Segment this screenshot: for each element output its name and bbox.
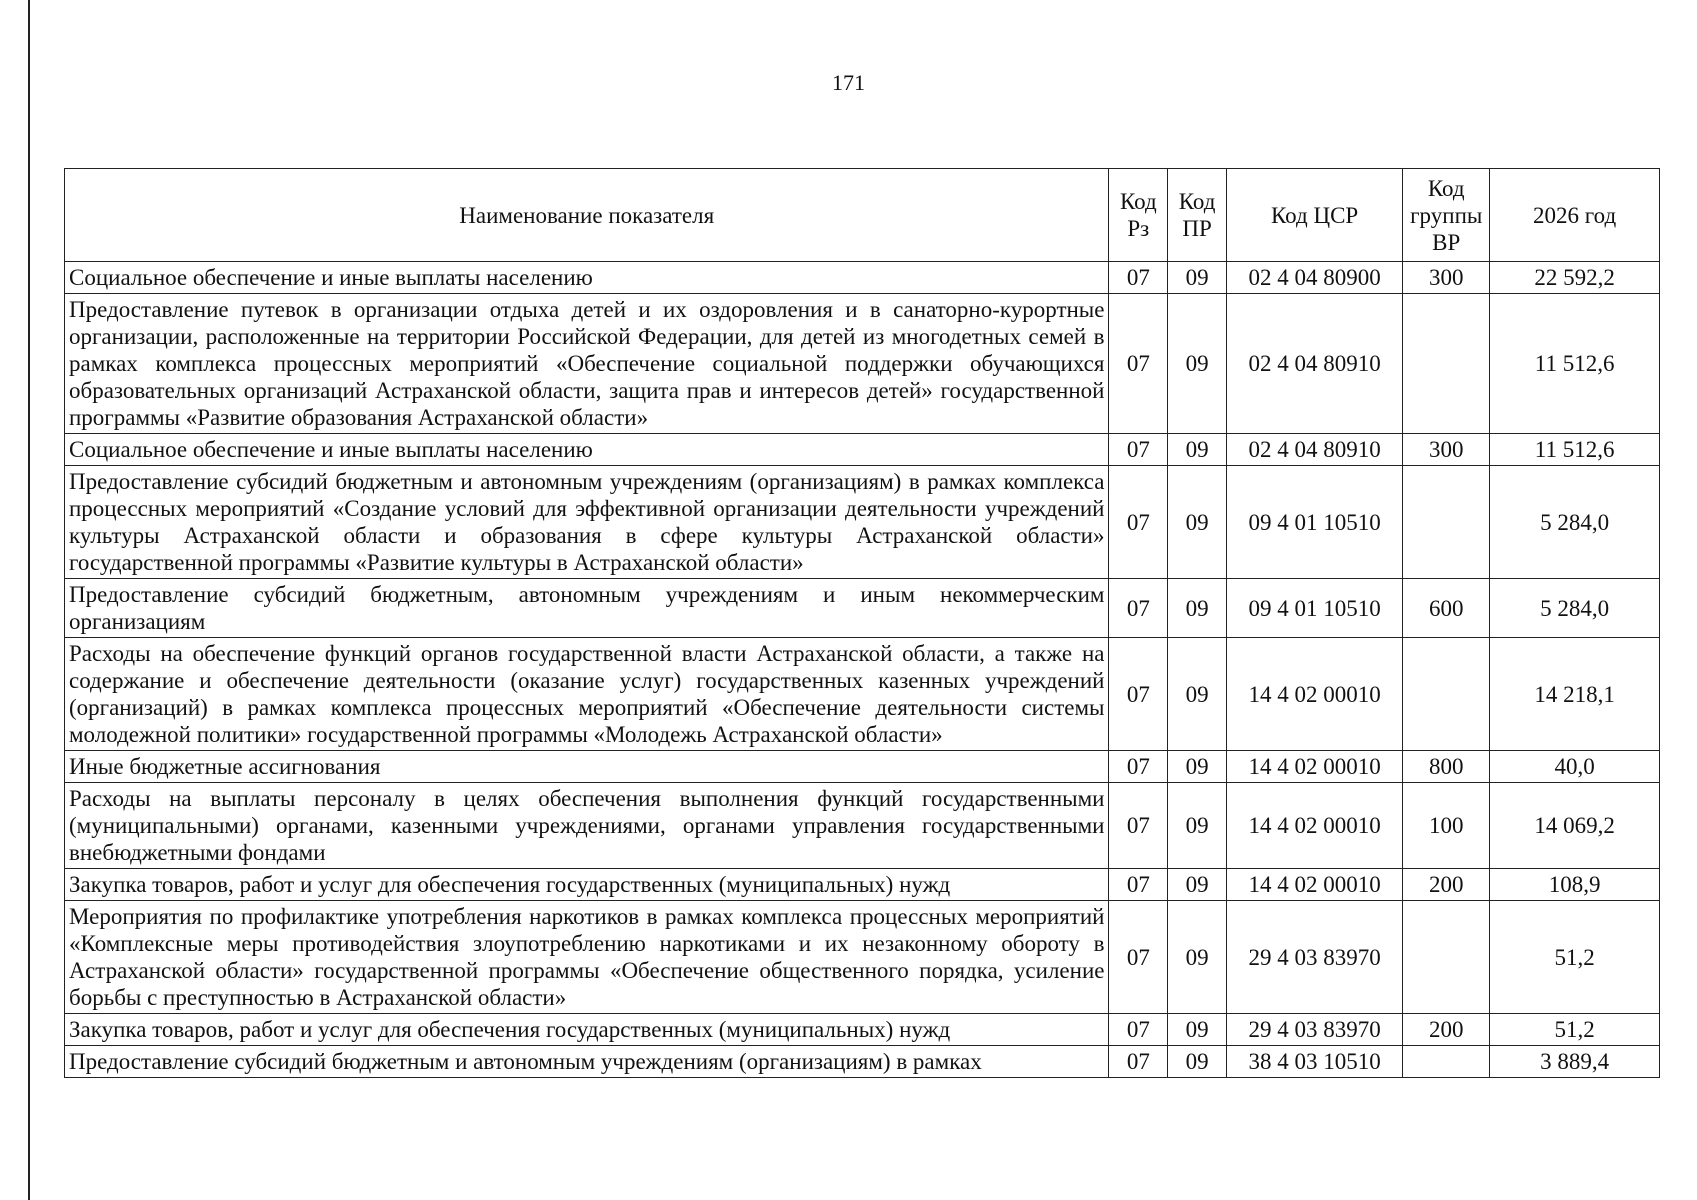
row-amount: 5 284,0	[1490, 579, 1660, 638]
row-vr: 300	[1403, 434, 1490, 466]
table-row	[65, 262, 1660, 294]
table-row	[65, 901, 1660, 1014]
binding-margin-line	[28, 0, 30, 1200]
row-csr: 29 4 03 83970	[1226, 1014, 1402, 1046]
header-name: Наименование показателя	[65, 169, 1109, 262]
row-vr	[1403, 466, 1490, 579]
row-pr: 09	[1168, 579, 1227, 638]
row-csr: 38 4 03 10510	[1226, 1046, 1402, 1078]
row-name: Предоставление субсидий бюджетным и автономным учреждениям (организациям) в рамках	[65, 1046, 1109, 1078]
row-name: Предоставление субсидий бюджетным и автономным учреждениям (организациям) в рамках комплекса процессных мероприятий «Создание условий для эффективной организации деятельности учреждений культуры Астраханской области и образования в сфере культуры Астраханской области» государственной программы «Развитие культуры в Астраханской области»	[65, 466, 1109, 579]
row-csr: 09 4 01 10510	[1226, 579, 1402, 638]
row-pr: 09	[1168, 901, 1227, 1014]
row-amount: 3 889,4	[1490, 1046, 1660, 1078]
header-rz: Код Рз	[1109, 169, 1168, 262]
row-rz: 07	[1109, 294, 1168, 434]
row-vr: 200	[1403, 1014, 1490, 1046]
row-pr: 09	[1168, 869, 1227, 901]
row-pr: 09	[1168, 466, 1227, 579]
row-csr: 14 4 02 00010	[1226, 751, 1402, 783]
row-amount: 5 284,0	[1490, 466, 1660, 579]
row-name: Социальное обеспечение и иные выплаты населению	[65, 434, 1109, 466]
table-row	[65, 1046, 1660, 1078]
row-pr: 09	[1168, 262, 1227, 294]
row-name: Закупка товаров, работ и услуг для обеспечения государственных (муниципальных) нужд	[65, 869, 1109, 901]
row-name: Расходы на обеспечение функций органов государственной власти Астраханской области, а также на содержание и обеспечение деятельности (оказание услуг) государственных казенных учреждений (организаций) в рамках комплекса процессных мероприятий «Обеспечение деятельности системы молодежной политики» государственной программы «Молодежь Астраханской области»	[65, 638, 1109, 751]
row-amount: 40,0	[1490, 751, 1660, 783]
row-rz: 07	[1109, 783, 1168, 869]
row-name: Социальное обеспечение и иные выплаты населению	[65, 262, 1109, 294]
row-name: Расходы на выплаты персоналу в целях обеспечения выполнения функций государственными (муниципальными) органами, казенными учреждениями, органами управления государственными внебюджетными фондами	[65, 783, 1109, 869]
row-name: Мероприятия по профилактике употребления наркотиков в рамках комплекса процессных мероприятий «Комплексные меры противодействия злоупотреблению наркотиками и их незаконному обороту в Астраханской области» государственной программы «Обеспечение общественного порядка, усиление борьбы с преступностью в Астраханской области»	[65, 901, 1109, 1014]
row-rz: 07	[1109, 901, 1168, 1014]
header-year: 2026 год	[1490, 169, 1660, 262]
row-vr: 300	[1403, 262, 1490, 294]
row-vr: 800	[1403, 751, 1490, 783]
header-pr: Код ПР	[1168, 169, 1227, 262]
row-vr: 200	[1403, 869, 1490, 901]
row-csr: 29 4 03 83970	[1226, 901, 1402, 1014]
row-csr: 02 4 04 80910	[1226, 294, 1402, 434]
row-pr: 09	[1168, 751, 1227, 783]
row-vr: 600	[1403, 579, 1490, 638]
table-row	[65, 294, 1660, 434]
row-name: Предоставление путевок в организации отдыха детей и их оздоровления и в санаторно-курортные организации, расположенные на территории Российской Федерации, для детей из многодетных семей в рамках комплекса процессных мероприятий «Обеспечение социальной поддержки обучающихся образовательных организаций Астраханской области, защита прав и интересов детей» государственной программы «Развитие образования Астраханской области»	[65, 294, 1109, 434]
row-pr: 09	[1168, 294, 1227, 434]
row-vr	[1403, 638, 1490, 751]
table-row	[65, 638, 1660, 751]
row-rz: 07	[1109, 751, 1168, 783]
row-amount: 51,2	[1490, 1014, 1660, 1046]
row-pr: 09	[1168, 434, 1227, 466]
table-row	[65, 434, 1660, 466]
row-pr: 09	[1168, 783, 1227, 869]
row-amount: 108,9	[1490, 869, 1660, 901]
table-header-row	[65, 169, 1660, 262]
row-csr: 14 4 02 00010	[1226, 869, 1402, 901]
row-vr	[1403, 901, 1490, 1014]
row-amount: 14 069,2	[1490, 783, 1660, 869]
row-rz: 07	[1109, 579, 1168, 638]
row-rz: 07	[1109, 638, 1168, 751]
row-name: Иные бюджетные ассигнования	[65, 751, 1109, 783]
row-csr: 02 4 04 80910	[1226, 434, 1402, 466]
table-row	[65, 579, 1660, 638]
row-rz: 07	[1109, 1014, 1168, 1046]
row-rz: 07	[1109, 1046, 1168, 1078]
table-row	[65, 751, 1660, 783]
row-csr: 14 4 02 00010	[1226, 638, 1402, 751]
row-rz: 07	[1109, 869, 1168, 901]
table-row	[65, 869, 1660, 901]
budget-table-container	[64, 168, 1660, 1078]
row-amount: 51,2	[1490, 901, 1660, 1014]
row-csr: 14 4 02 00010	[1226, 783, 1402, 869]
row-rz: 07	[1109, 262, 1168, 294]
row-name: Предоставление субсидий бюджетным, автономным учреждениям и иным некоммерческим организациям	[65, 579, 1109, 638]
table-row	[65, 466, 1660, 579]
table-row	[65, 783, 1660, 869]
row-amount: 14 218,1	[1490, 638, 1660, 751]
row-pr: 09	[1168, 1046, 1227, 1078]
budget-table	[64, 168, 1660, 1078]
row-vr	[1403, 294, 1490, 434]
row-amount: 22 592,2	[1490, 262, 1660, 294]
row-amount: 11 512,6	[1490, 294, 1660, 434]
row-rz: 07	[1109, 466, 1168, 579]
row-csr: 02 4 04 80900	[1226, 262, 1402, 294]
header-vr: Код группы ВР	[1403, 169, 1490, 262]
row-amount: 11 512,6	[1490, 434, 1660, 466]
row-pr: 09	[1168, 638, 1227, 751]
header-csr: Код ЦСР	[1226, 169, 1402, 262]
row-csr: 09 4 01 10510	[1226, 466, 1402, 579]
row-vr: 100	[1403, 783, 1490, 869]
row-rz: 07	[1109, 434, 1168, 466]
row-vr	[1403, 1046, 1490, 1078]
table-row	[65, 1014, 1660, 1046]
row-pr: 09	[1168, 1014, 1227, 1046]
page-number: 171	[832, 70, 865, 95]
row-name: Закупка товаров, работ и услуг для обеспечения государственных (муниципальных) нужд	[65, 1014, 1109, 1046]
